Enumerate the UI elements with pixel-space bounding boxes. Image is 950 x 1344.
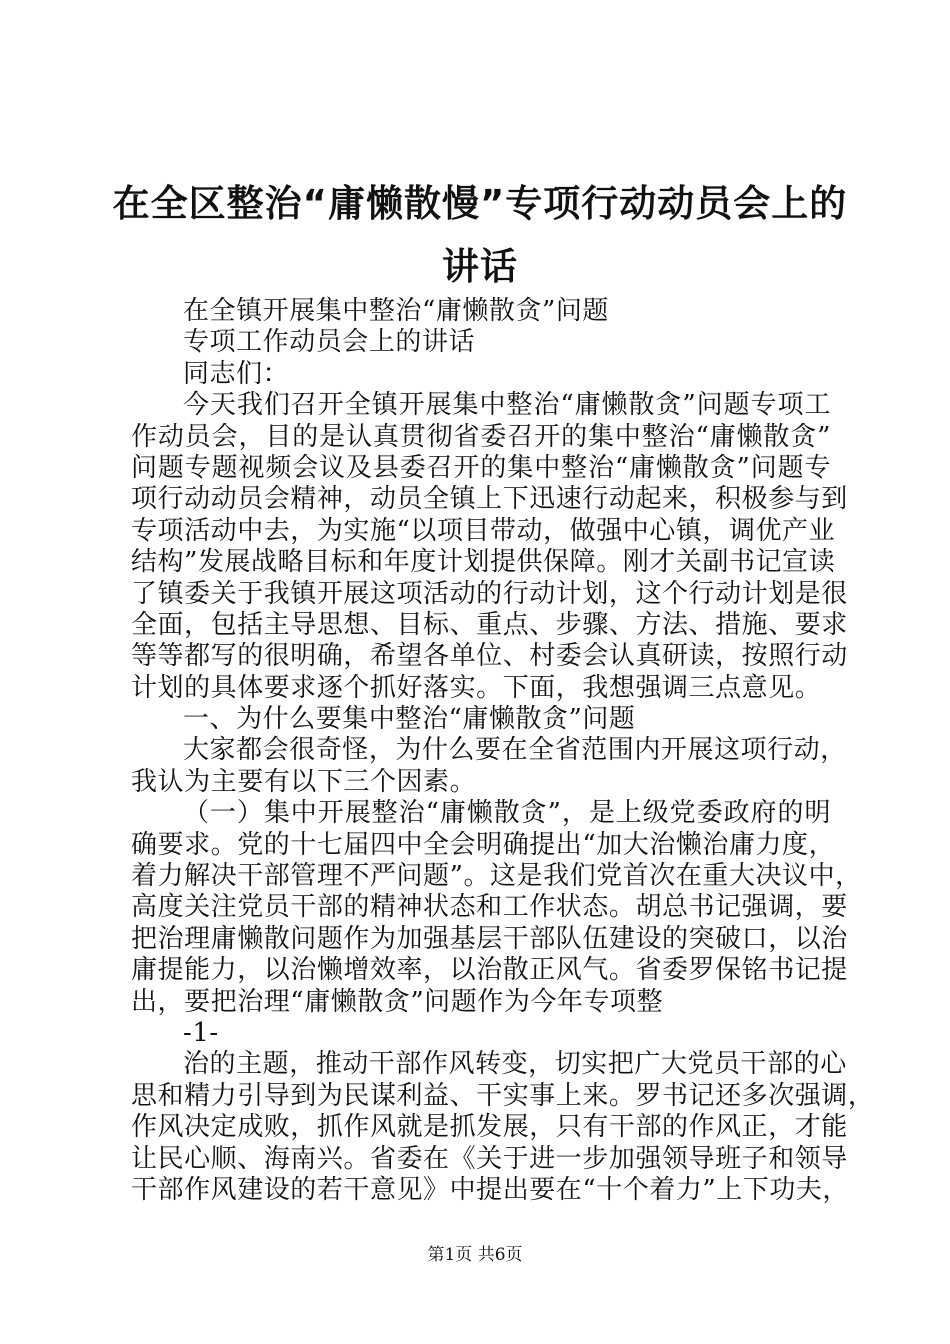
body-line: 大家都会很奇怪，为什么要在全省范围内开展这项行动， (183, 735, 847, 766)
body-line: 作风决定成败，抓作风就是抓发展，只有干部的作风正，才能 (131, 1112, 848, 1143)
body-line: 把治理庸懒散问题作为加强基层干部队伍建设的突破口，以治 (131, 923, 848, 954)
document-title-line-2: 讲话 (442, 245, 518, 288)
body-line: 在全镇开展集中整治“庸懒散贪”问题 (183, 296, 609, 326)
page-footer: 第1页 共6页 (427, 1245, 523, 1265)
body-line: 计划的具体要求逐个抓好落实。下面，我想强调三点意见。 (131, 672, 822, 703)
body-line: 庸提能力，以治懒增效率，以治散正风气。省委罗保铭书记提 (131, 955, 848, 986)
body-line: 作动员会，目的是认真贯彻省委召开的集中整治“庸懒散贪” (131, 421, 831, 452)
body-line: 干部作风建设的若干意见》中提出要在“十个着力”上下功夫， (131, 1174, 849, 1205)
body-line: 一、为什么要集中整治“庸懒散贪”问题 (183, 704, 636, 735)
body-line: 高度关注党员干部的精神状态和工作状态。胡总书记强调，要 (131, 892, 848, 923)
body-line: 着力解决干部管理不严问题”。这是我们党首次在重大决议中， (131, 861, 862, 892)
body-line: 同志们： (183, 358, 290, 389)
body-line: 今天我们召开全镇开展集中整治“庸懒散贪”问题专项工 (183, 390, 831, 421)
body-line: 全面，包括主导思想、目标、重点、步骤、方法、措施、要求 (131, 609, 848, 640)
body-line: 治的主题，推动干部作风转变，切实把广大党员干部的心 (183, 1049, 847, 1080)
body-line: （一）集中开展整治“庸懒散贪”，是上级党委政府的明 (183, 798, 831, 829)
body-line: 了镇委关于我镇开展这项活动的行动计划，这个行动计划是很 (131, 578, 848, 609)
body-line: 确要求。党的十七届四中全会明确提出“加大治懒治庸力度， (131, 829, 836, 860)
body-line: 我认为主要有以下三个因素。 (131, 766, 477, 797)
document-title-line-1: 在全区整治“庸懒散慢”专项行动动员会上的 (112, 182, 848, 225)
body-line: 等等都写的很明确，希望各单位、村委会认真研读，按照行动 (131, 641, 848, 672)
body-line: 问题专题视频会议及县委召开的集中整治“庸懒散贪”问题专 (131, 452, 831, 483)
body-line: -1- (183, 1017, 219, 1048)
document-body (131, 296, 875, 1206)
body-line: 思和精力引导到为民谋利益、干实事上来。罗书记还多次强调， (131, 1080, 875, 1111)
body-line: 让民心顺、海南兴。省委在《关于进一步加强领导班子和领导 (131, 1143, 848, 1174)
body-line: 结构”发展战略目标和年度计划提供保障。刚才关副书记宣读 (131, 547, 836, 578)
body-line: 出，要把治理“庸懒散贪”问题作为今年专项整 (131, 986, 664, 1017)
body-line: 项行动动员会精神，动员全镇上下迅速行动起来，积极参与到 (131, 484, 848, 515)
body-line: 专项工作动员会上的讲话 (183, 327, 476, 358)
body-line: 专项活动中去，为实施“以项目带动，做强中心镇，调优产业 (131, 515, 836, 546)
